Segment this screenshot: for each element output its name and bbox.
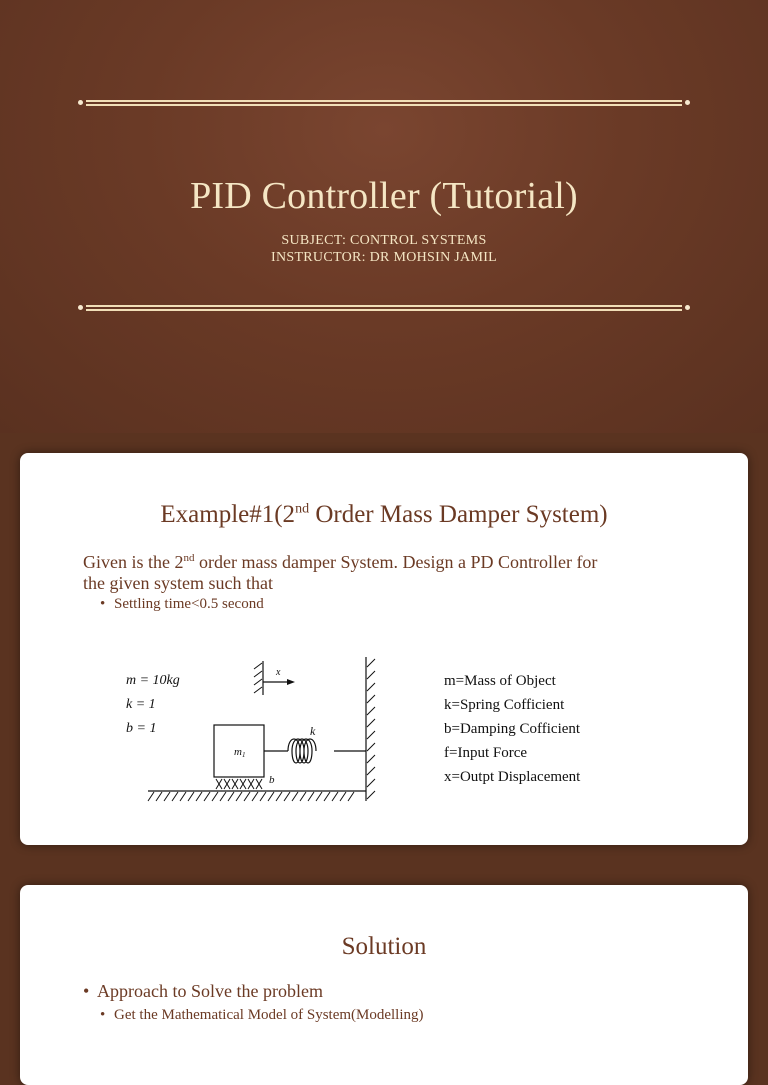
title-slide bbox=[0, 0, 768, 433]
example-title: Example#1(2nd Order Mass Damper System) bbox=[160, 501, 608, 528]
requirement-bullet: • Settling time<0.5 second bbox=[100, 596, 264, 612]
slide-title: PID Controller (Tutorial) bbox=[190, 175, 578, 217]
spring-label: k bbox=[310, 724, 316, 738]
solution-bullet-1: • Approach to Solve the problem bbox=[83, 981, 323, 1001]
solution-title: Solution bbox=[341, 933, 427, 960]
solution-bullet-2: • Get the Mathematical Model of System(Modelling) bbox=[100, 1007, 424, 1023]
example-slide bbox=[20, 453, 748, 845]
mass-spring-damper-diagram bbox=[138, 651, 378, 811]
mass-subscript: 1 bbox=[242, 751, 246, 759]
parameter-list: m = 10kg k = 1 b = 1 bbox=[126, 673, 180, 736]
variable-definitions: m=Mass of Object k=Spring Cofficient b=Damping Cofficient f=Input Force x=Outpt Displacement bbox=[444, 673, 581, 785]
mass-label: m bbox=[234, 746, 242, 758]
bottom-divider bbox=[78, 305, 690, 311]
instructor-line: INSTRUCTOR: DR MOHSIN JAMIL bbox=[270, 250, 498, 265]
top-divider bbox=[78, 100, 690, 106]
problem-statement: Given is the 2nd order mass damper System. Design a PD Controller for the given system such that bbox=[83, 552, 598, 593]
damper-label: b bbox=[269, 774, 275, 786]
solution-slide bbox=[20, 885, 748, 1085]
subject-line: SUBJECT: CONTROL SYSTEMS bbox=[281, 233, 487, 248]
displacement-label: x bbox=[276, 667, 281, 678]
